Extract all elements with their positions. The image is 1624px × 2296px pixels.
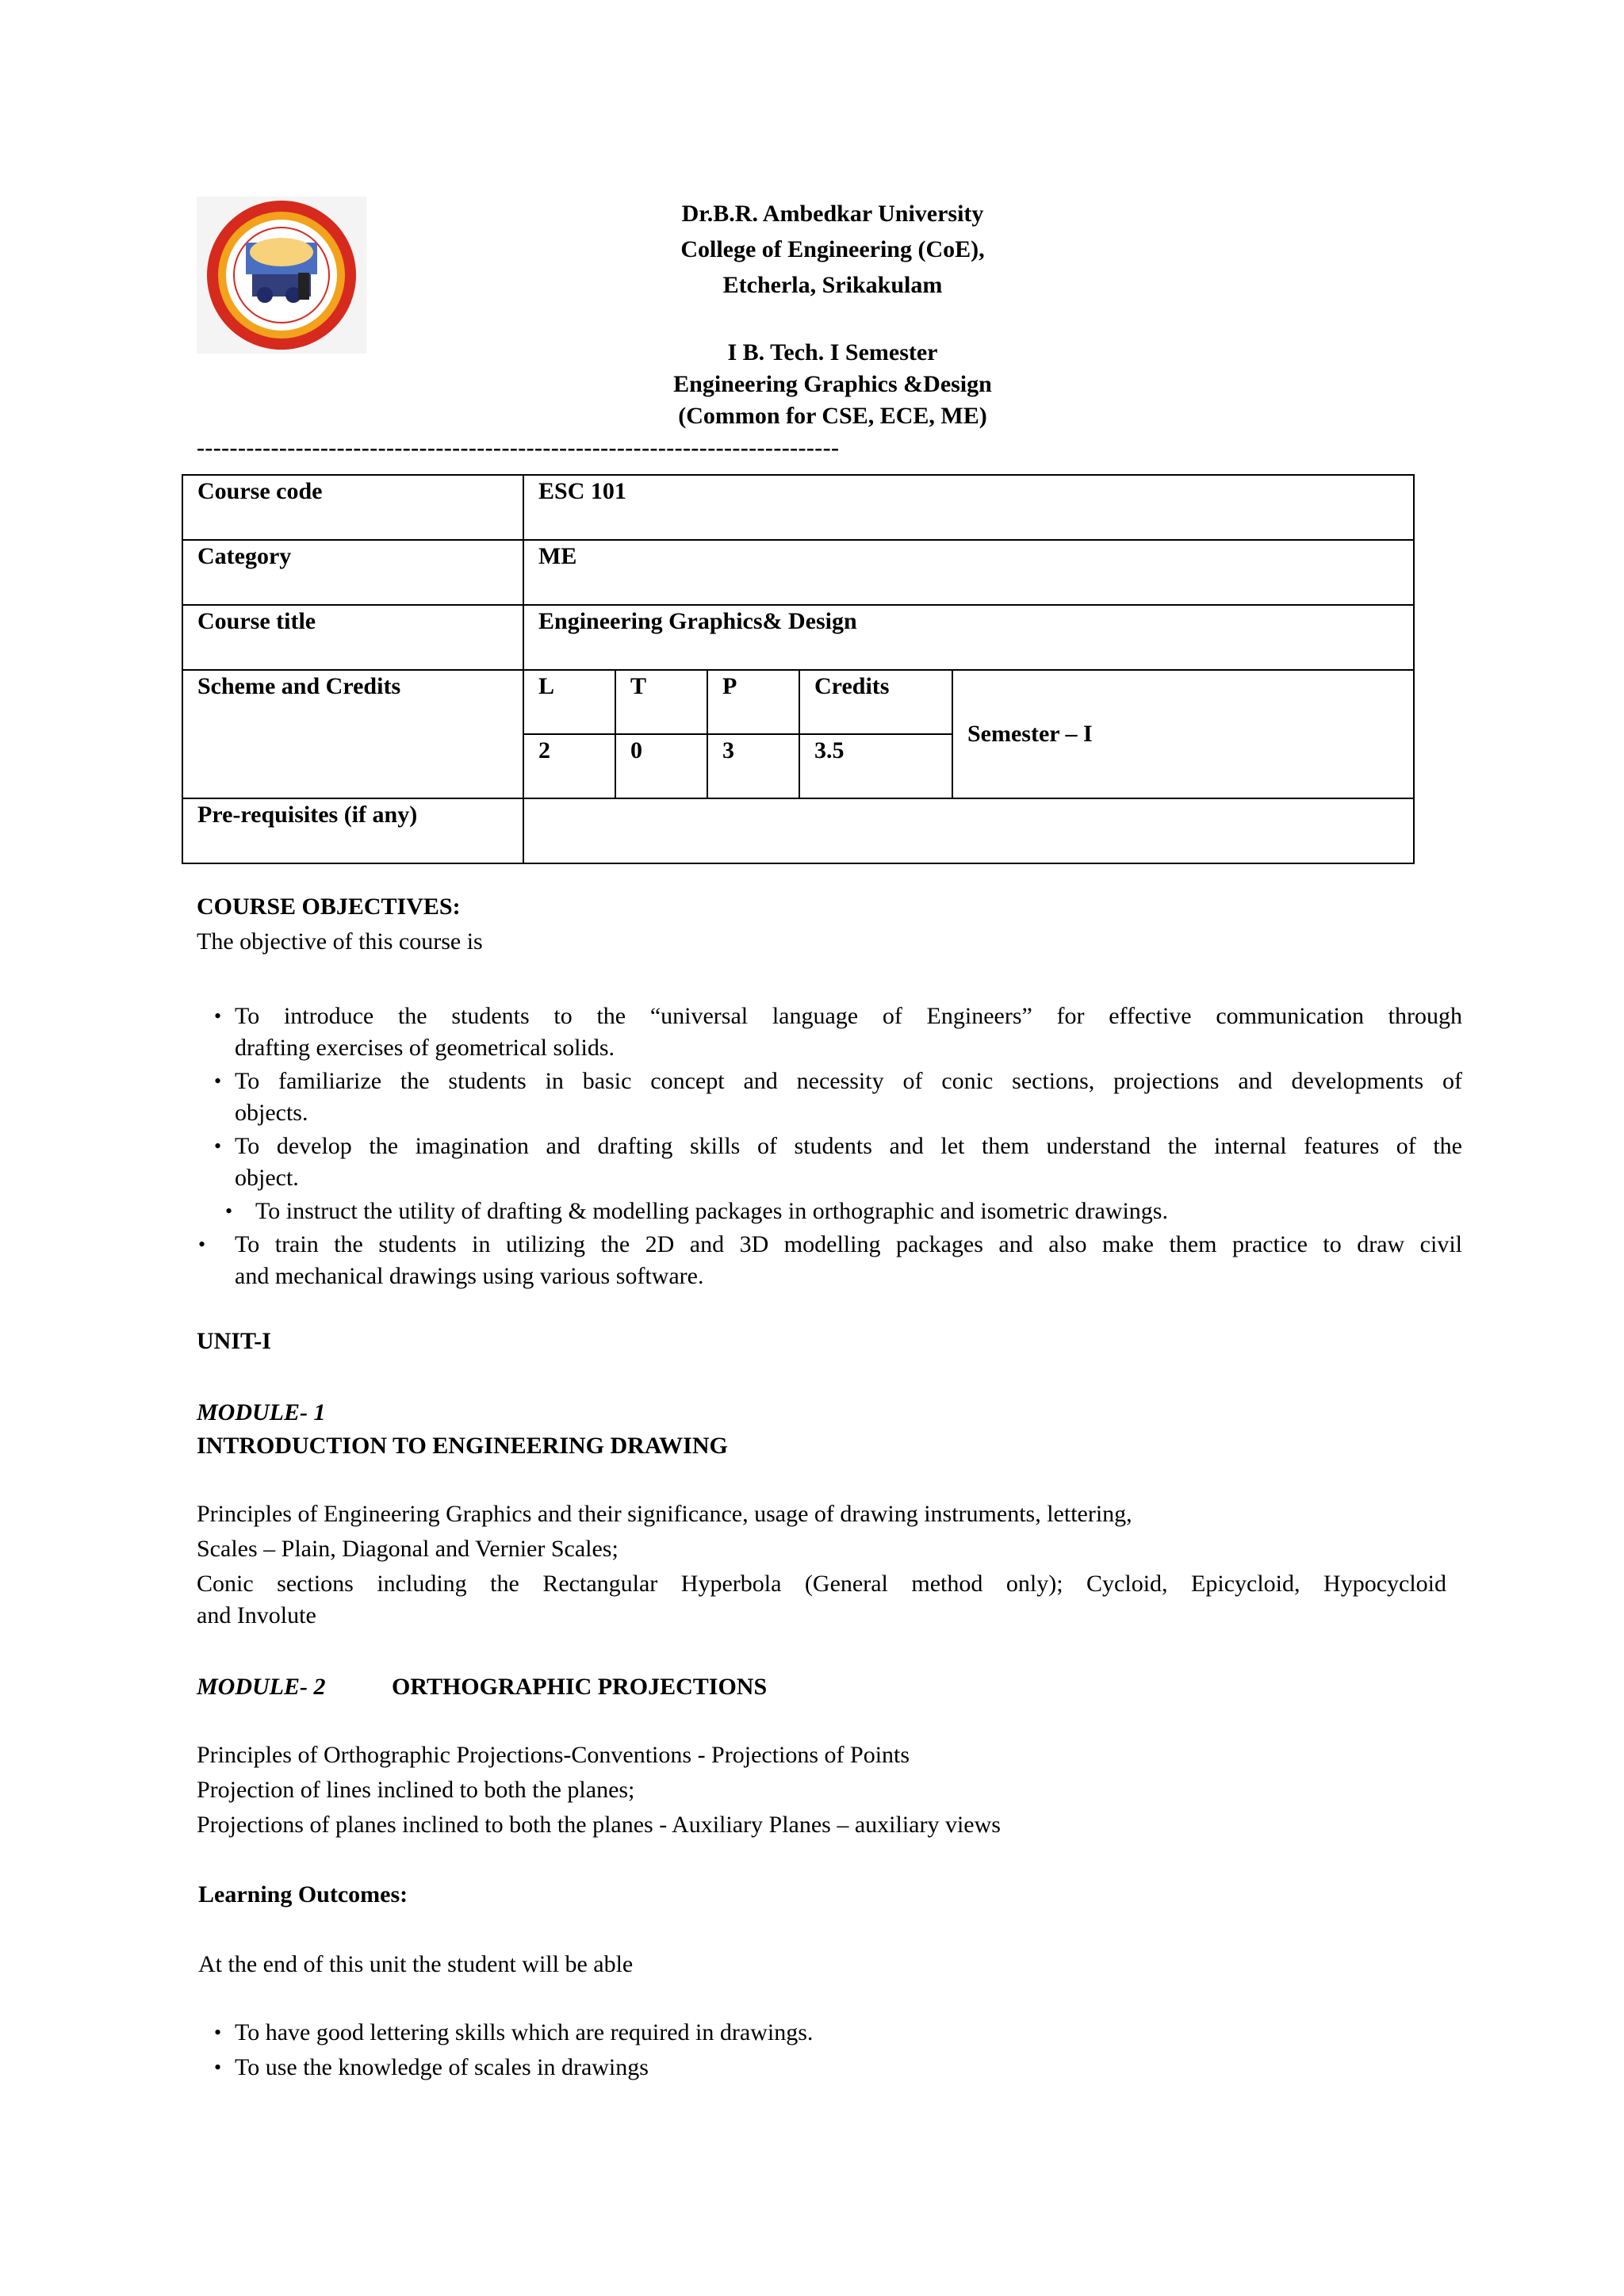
header-separator: ------------------------------------------------------------------------------ [197, 434, 840, 461]
bullet-icon: • [198, 1233, 206, 1256]
bullet-icon: • [214, 1070, 222, 1093]
module-2-line-2: Projection of lines inclined to both the planes; [197, 1777, 635, 1803]
table-row [182, 798, 1414, 863]
scheme-header-l: L [523, 670, 615, 734]
objectives-intro: The objective of this course is [197, 928, 483, 955]
scheme-value-credits: 3.5 [799, 734, 952, 798]
scheme-header-p: P [707, 670, 799, 734]
module-2-label: MODULE- 2 [197, 1674, 326, 1700]
college-name: College of Engineering (CoE), [680, 236, 985, 262]
program-semester: I B. Tech. I Semester [727, 339, 938, 365]
scheme-value-p: 3 [707, 734, 799, 798]
scheme-value-l: 2 [523, 734, 615, 798]
row-value: Engineering Graphics& Design [523, 605, 1414, 670]
module-2-line-1: Principles of Orthographic Projections-Conventions - Projections of Points [197, 1742, 910, 1768]
module-1-line-3: Conic sections including the Rectangular Hyperbola (General method only); Cycloid, Epicycloid, Hypocycloid [197, 1571, 1446, 1597]
table-row [182, 605, 1414, 670]
scheme-header-credits: Credits [799, 670, 952, 734]
objective-item-3-line-2: object. [235, 1165, 299, 1191]
outcome-item-2: To use the knowledge of scales in drawings [235, 2054, 649, 2080]
module-1-line-2: Scales – Plain, Diagonal and Vernier Scales; [197, 1536, 619, 1562]
objective-item-2-line-2: objects. [235, 1100, 308, 1126]
objective-item-5-line-1: To train the students in utilizing the 2D and 3D modelling packages and also make them practice to draw civil [235, 1231, 1462, 1257]
university-name: Dr.B.R. Ambedkar University [681, 201, 984, 227]
objective-item-2-line-1: To familiarize the students in basic concept and necessity of conic sections, projections and developments of [235, 1068, 1462, 1094]
objective-item-1-line-1: To introduce the students to the “universal language of Engineers” for effective communication through [235, 1003, 1462, 1029]
outcomes-intro: At the end of this unit the student will be able [198, 1951, 634, 1977]
common-branches: (Common for CSE, ECE, ME) [678, 403, 987, 429]
outcome-item-1: To have good lettering skills which are required in drawings. [235, 2019, 814, 2045]
prereq-value [523, 798, 1414, 863]
row-label: Course code [182, 475, 523, 540]
module-2-title: ORTHOGRAPHIC PROJECTIONS [392, 1674, 768, 1700]
bullet-icon: • [214, 1135, 222, 1158]
row-value: ESC 101 [523, 475, 1414, 540]
scheme-value-t: 0 [615, 734, 707, 798]
outcomes-heading: Learning Outcomes: [198, 1881, 408, 1908]
module-1-title: INTRODUCTION TO ENGINEERING DRAWING [197, 1433, 728, 1459]
bullet-icon: • [214, 1004, 222, 1027]
objective-item-3-line-1: To develop the imagination and drafting skills of students and let them understand the internal features of the [235, 1133, 1462, 1159]
bullet-icon: • [225, 1200, 233, 1223]
semester-cell: Semester – I [952, 670, 1414, 798]
university-logo [197, 197, 366, 354]
objectives-heading: COURSE OBJECTIVES: [197, 894, 461, 920]
module-1-line-1: Principles of Engineering Graphics and their significance, usage of drawing instruments, lettering, [197, 1501, 1132, 1527]
row-value: ME [523, 540, 1414, 605]
unit-heading: UNIT-I [197, 1328, 271, 1354]
module-1-label: MODULE- 1 [197, 1399, 326, 1425]
college-location: Etcherla, Srikakulam [722, 272, 943, 298]
bullet-icon: • [214, 2056, 222, 2079]
module-2-line-3: Projections of planes inclined to both the planes - Auxiliary Planes – auxiliary views [197, 1812, 1001, 1838]
objective-item-4: To instruct the utility of drafting & modelling packages in orthographic and isometric drawings. [255, 1198, 1168, 1224]
table-row [182, 475, 1414, 540]
objective-item-1-line-2: drafting exercises of geometrical solids. [235, 1035, 615, 1061]
row-label: Category [182, 540, 523, 605]
module-1-line-4: and Involute [197, 1602, 316, 1628]
bullet-icon: • [214, 2021, 222, 2044]
objective-item-5-line-2: and mechanical drawings using various software. [235, 1263, 704, 1289]
table-row [182, 540, 1414, 605]
row-label: Course title [182, 605, 523, 670]
scheme-header-t: T [615, 670, 707, 734]
scheme-label: Scheme and Credits [182, 670, 523, 798]
prereq-label: Pre-requisites (if any) [182, 798, 523, 863]
course-name: Engineering Graphics &Design [673, 371, 992, 397]
table-row [182, 670, 1414, 734]
course-details-table [182, 474, 1415, 864]
